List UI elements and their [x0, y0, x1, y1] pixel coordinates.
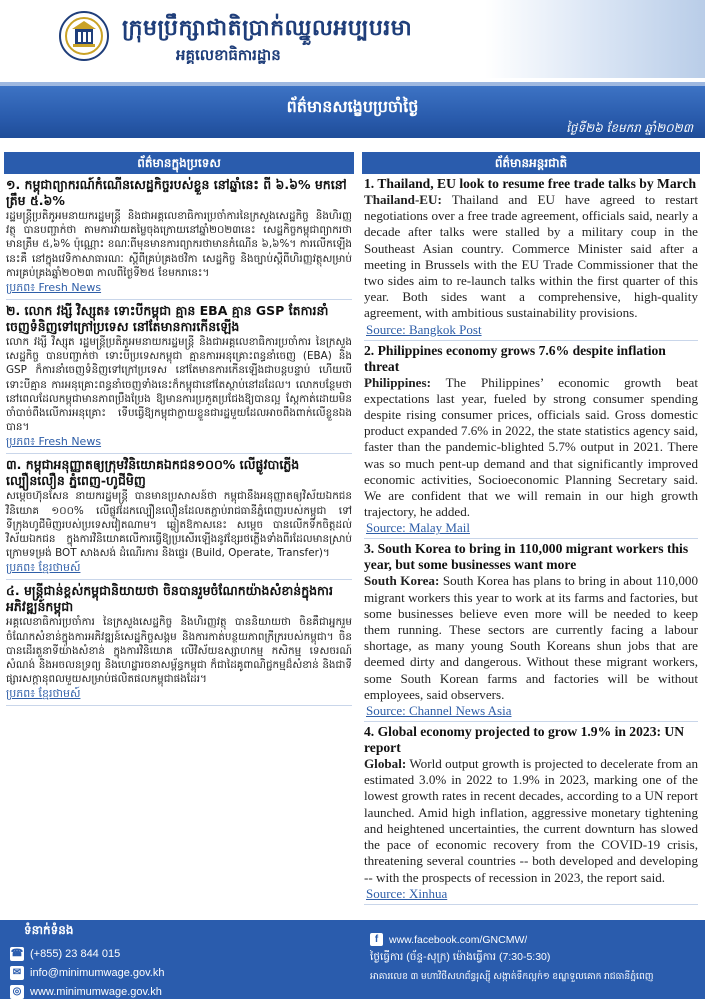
article-title: ២. លោក វង្សី វិស្សុត៖ ទោះបីកម្ពុជា គ្មាន EBA គ្មាន GSP តែការនាំចេញទំនិញទៅក្រៅប្រទេស នៅតែមានការកើនឡើង [6, 303, 329, 335]
international-news-column [362, 152, 700, 905]
facebook-link[interactable]: www.facebook.com/GNCMW/ [389, 933, 528, 946]
phone-row [10, 944, 350, 963]
article-source-link[interactable]: Source: Bangkok Post [364, 322, 698, 341]
article-source-link[interactable]: Source: Channel News Asia [364, 703, 698, 722]
article-source-link[interactable]: Source: Malay Mail [364, 520, 698, 539]
council-logo-icon [58, 10, 110, 62]
article-source-link[interactable]: ប្រភព៖ Fresh News [6, 434, 352, 454]
contact-details [370, 930, 700, 987]
article-source-link[interactable]: ប្រភព៖ ខ្មែរថាមស៍ [6, 686, 352, 706]
org-subtitle: អគ្គលេខាធិការដ្ឋាន [176, 46, 281, 64]
article-body: រដ្ឋមន្ត្រីប្រតិភូអមនាយករដ្ឋមន្ត្រី និងជាអគ្គលេខាធិការប្រចាំការនៃក្រសួងសេដ្ឋកិច្ច និងហិរញ្ញវត្ថុ បានបញ្ជាក់ថា តាមការវាយតម្លៃចុងក្រោយនៅឆ្នាំ២០២៣នេះ សេដ្ឋកិច្ចកម្ពុជាព្យាករថា មានត្រឹម ៥,៦% ប៉ុណ្ណោះ ខណៈពីមុនមានការព្យាករថាមានកំណើន ៦,៦%។ ការលើកឡើងនេះគឺ នៅក្នុងវេទិកាសាធារណៈ ស្តីពីគ្រប់គ្រងថវិកា សេដ្ឋកិច្ច និងច្បាប់ស្តីពីហិរញ្ញវត្ថុសម្រាប់ការគ្រប់គ្រងឆ្នាំ២០២៣ កាលពីថ្ងៃទី២៥ ខែមករានេះ។ [6, 210, 352, 279]
article-body [364, 756, 698, 886]
local-article [4, 583, 354, 706]
article-body: អគ្គលេខាធិការប្រចាំការ នៃក្រសួងសេដ្ឋកិច្ច និងហិរញ្ញវត្ថុ បាននិយាយថា ចិនគឺជាអ្នករួមចំណែកសំខាន់ក្នុងការអភិវឌ្ឍន៍សេដ្ឋកិច្ចសង្គម និងការកាត់បន្ថយភាពក្រីក្ររបស់កម្ពុជា។ ចិនបានដើរតួនាទីយ៉ាងសំខាន់ ក្នុងការវិនិយោគ លើវិស័យឧស្សាហកម្ម កសិកម្ម ទេសចរណ៍ សំណង់ និងអចលនទ្រព្យ និងហេដ្ឋារចនាសម្ព័ន្ធកម្ពុជា ក៏ជាដៃគូពាណិជ្ជកម្មដ៏សំខាន់ និងជាទីផ្សារសក្តានុពលមួយសម្រាប់ផលិតផលកម្ពុជាផងដែរ។ [6, 616, 352, 686]
article-title: 1. Thailand, EU look to resume free trade talks by March [364, 176, 697, 191]
email-row [10, 963, 350, 982]
title-banner [0, 86, 705, 138]
website-row [10, 982, 350, 999]
article-body [364, 573, 698, 703]
article-title: 2. Philippines economy grows 7.6% despite inflation threat [364, 342, 666, 374]
international-article [362, 724, 700, 905]
local-article [4, 177, 354, 300]
article-title: ១. កម្ពុជាព្យាករណ៍កំណើនសេដ្ឋកិច្ចរបស់ខ្លួន នៅឆ្នាំនេះ ពី ៦.៦% មកនៅត្រឹម ៥.៦% [6, 177, 347, 208]
contact-block [10, 922, 350, 999]
international-article [362, 176, 700, 341]
phone-number[interactable]: (+855) 23 844 015 [30, 947, 121, 960]
article-text: Thailand and EU have agreed to restart negotiations over a free trade agreement, officials said, nearly a decade after talks were stalled by a military coup in the Southeast Asian country. Commerce Minister said after a meeting in Brussels with the EU Trade Commissioner that the two sides aim to re-launch talks within the first quarter of this year. Both sides want a comprehensive, high-quality agreement, with ambitious sustainability provisions. [364, 192, 698, 321]
article-title: ៤. មន្ត្រីជាន់ខ្ពស់កម្ពុជានិយាយថា ចិនបានរួមចំណែកយ៉ាងសំខាន់ក្នុងការអភិវឌ្ឍន៍កម្ពុជា [6, 583, 333, 615]
article-text: World output growth is projected to decelerate from an estimated 3.0% in 2022 to 1.9% in 2023, marking one of the lowest growth rates in recent decades, according to a UN report launched. Amid high inflation, aggressive monetary tightening and heightened uncertainties, the current downturn has slowed the pace of economic recovery from the COVID-19 crisis, threatening several countries -- both developed and developing -- with the prospects of recession in 2023, the report said. [364, 756, 698, 885]
article-body: លោក វង្សី វិស្សុត រដ្ឋមន្ត្រីប្រតិភូអមនាយករដ្ឋមន្ត្រី និងជាអគ្គលេខាធិការប្រចាំការ នៃក្រសួងសេដ្ឋកិច្ច បានបញ្ជាក់ថា ទោះបីប្រទេសកម្ពុជា គ្មានការអនុគ្រោះពន្ធនាំចេញ (EBA) និង GSP ក៏ការនាំចេញទំនិញទៅក្រៅប្រទេស នៅតែមានការកើនឡើងជាបន្តបន្ទាប់ ហើយបើទោះបីគ្មាន ការអនុគ្រោះពន្ធនាំចេញទាំងនេះក៏កម្ពុជានៅតែស្ថាប់នៅដដែល។ លោកបន្ថែមថា នៅពេលដែលកម្ពុជាមានភាពប្រឹងប្រែង ឱ្យមានការប្រកួតប្រជែងឱ្យបានល្អ ស្តែកាត់ដោយមិនចាំបាច់ពឹងលើការអនុគ្រោះ ទើបធ្វើឱ្យកម្ពុជាក្លាយខ្លួនជារដ្ឋមួយដែលអាចពឹងពាក់លើខ្លួនឯងបាន។ [6, 336, 352, 434]
local-article [4, 303, 354, 454]
article-source-link[interactable]: Source: Xinhua [364, 886, 698, 905]
article-body: សម្តេចហ៊ុនសែន នាយករដ្ឋមន្ត្រី បានមានប្រសាសន៍ថា កម្ពុជានឹងអនុញ្ញាតឲ្យវិស័យឯកជនវិនិយោគ ១០០% លើផ្លូវដែកល្បឿនលឿនដែលតភ្ជាប់រាជធានីភ្នំពេញរបស់កម្ពុជា ទៅទីក្រុងហូជីមិញរបស់ប្រទេសវៀតណាម។ ឆ្លៀតឱកាសនេះ សម្តេច បានលើកទឹកចិត្តដល់វិស័យឯកជន ក្នុងការវិនិយោគលើការធ្វើឱ្យប្រសើរឡើងនូវខ្សែរថភ្លើងទាំងពីរដែលមានស្រាប់ ក្រោមទម្រង់ BOT សាងសង់ ដំណើរការ និងផ្ទេរ (Build, Operate, Transfer)។ [6, 490, 352, 560]
article-text: The Philippines’ economic growth beat expectations last year, fueled by strong consumer spending despite rising consumer prices, officials said. Gross domestic product expanded 7.6% in 2022, the state statistics agency said, faster than the pandemic-blighted 5.7% output in 2021. There was so much pent-up demand and that significantly improved economic activities, Socioeconomic Planning Secretary said. We are confident that we will remain in our high growth trajectory, he added. [364, 374, 698, 520]
office-address: អាគារលេខ ៣ មហាវិថីសហព័ន្ធរុស្ស៊ី សង្កាត់ទឹកល្អក់១ ខណ្ឌទួលគោក រាជធានីភ្នំពេញ [370, 971, 654, 981]
article-text: South Korea has plans to bring in about 110,000 migrant workers this year to work at its farms and factories, but some businesses believe even more will be needed to keep them running. These sectors are currently facing a labour shortage, as many young South Koreans shun jobs that are deemed dirty and dangerous. Without these migrant workers, some South Korean farms and factories will be without employees, said observers. [364, 573, 698, 702]
article-lead: Philippines: [364, 374, 431, 390]
article-lead: South Korea: [364, 573, 440, 589]
email-icon: ✉ [10, 966, 24, 980]
article-source-link[interactable]: ប្រភព៖ ខ្មែរថាមស៍ [6, 560, 352, 580]
footer [0, 920, 705, 999]
local-article [4, 457, 354, 580]
page-title: ព័ត៌មានសង្ខេបប្រចាំថ្ងៃ [286, 97, 419, 116]
office-hours: ថ្ងៃធ្វើការ (ច័ន្ទ-សុក្រ) ម៉ោងធ្វើការ (7:30-5:30) [370, 951, 551, 963]
international-news-heading: ព័ត៌មានអន្តរជាតិ [362, 152, 700, 174]
international-article [362, 343, 700, 540]
issue-date: ថ្ងៃទី២៦ ខែមករា ឆ្នាំ២០២៣ [566, 121, 693, 135]
article-body [364, 192, 698, 322]
article-title: 4. Global economy projected to grow 1.9% in 2023: UN report [364, 724, 685, 756]
phone-icon: ☎ [10, 947, 24, 959]
international-article [362, 541, 700, 722]
org-title: ក្រុមប្រឹក្សាជាតិប្រាក់ឈ្នួលអប្បបរមា [122, 15, 413, 41]
local-news-heading: ព័ត៌មានក្នុងប្រទេស [4, 152, 354, 174]
article-title: 3. South Korea to bring in 110,000 migrant workers this year, but some businesses want more [364, 541, 689, 573]
article-lead: Global: [364, 756, 407, 772]
article-body [364, 375, 698, 521]
article-lead: Thailand-EU: [364, 192, 442, 207]
facebook-icon: f [370, 933, 383, 946]
website-link[interactable]: www.minimumwage.gov.kh [30, 985, 162, 998]
header [0, 0, 705, 78]
article-title: ៣. កម្ពុជាអនុញ្ញាតឲ្យក្រុមវិនិយោគឯកជន១០០% លើផ្លូវបាភ្លើងល្បឿនលឿន ភ្នំពេញ-ហូជីមិញ [6, 457, 300, 489]
contact-title: ទំនាក់ទំនង [24, 923, 74, 937]
facebook-row [370, 930, 700, 949]
email-link[interactable]: info@minimumwage.gov.kh [30, 966, 165, 979]
web-icon: ◎ [10, 985, 24, 999]
local-news-column [4, 152, 354, 706]
header-decoration [485, 0, 705, 78]
article-source-link[interactable]: ប្រភព៖ Fresh News [6, 280, 352, 300]
